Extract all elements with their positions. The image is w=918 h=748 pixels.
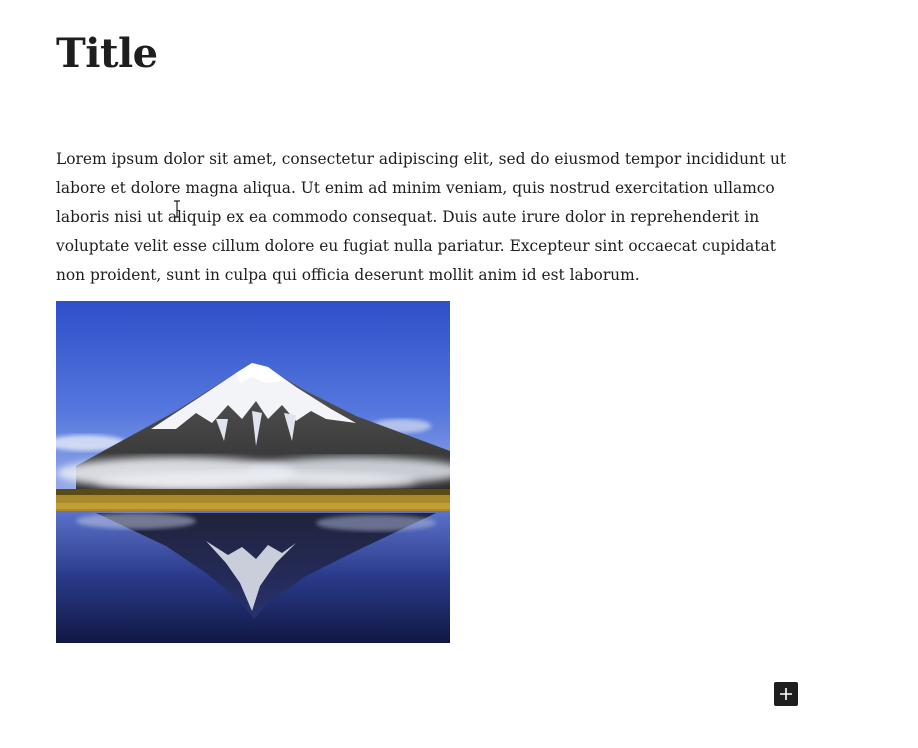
post-title[interactable]: Title [56,30,158,77]
paragraph-block[interactable]: Lorem ipsum dolor sit amet, consectetur adipiscing elit, sed do eiusmod tempor incididunt ut labore et dolore magna aliqua. Ut enim ad minim veniam, quis nostrud exercitation ullamco laboris nisi ut aliquip ex ea commodo consequat. Duis aute irure dolor in reprehenderit in voluptate velit esse cillum dolore eu fugiat nulla pariatur. Excepteur sint occaecat cupidatat non proident, sunt in culpa qui officia deserunt mollit anim id est laborum. [56,150,787,284]
plus-icon [778,686,794,702]
mountain-lake-image [56,301,450,643]
block-inserter-button[interactable] [774,682,798,706]
image-block[interactable] [56,301,450,643]
text-cursor-icon [173,200,181,218]
